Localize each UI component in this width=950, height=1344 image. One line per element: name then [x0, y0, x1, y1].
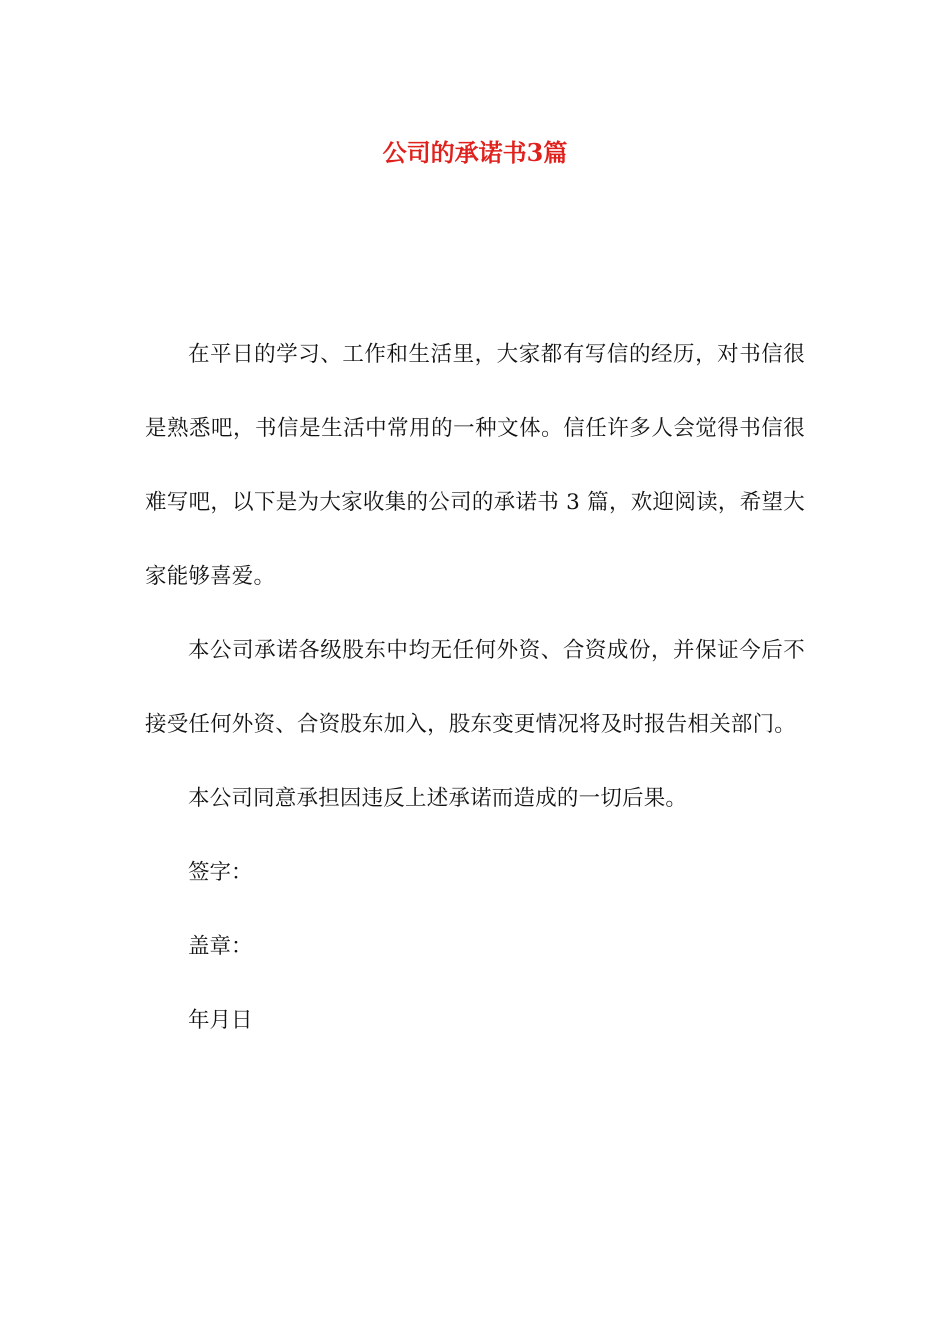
signature-label: 签字：	[188, 860, 253, 885]
date-label: 年月日	[188, 1008, 253, 1033]
commitment-paragraph: 本公司承诺各级股东中均无任何外资、合资成份，并保证今后不接受任何外资、合资股东加入，股东变更情况将及时报告相关部门。	[145, 638, 805, 737]
seal-label: 盖章：	[188, 934, 253, 959]
document-body	[145, 318, 805, 1058]
document-title: 公司的承诺书3篇	[382, 138, 568, 167]
liability-paragraph: 本公司同意承担因违反上述承诺而造成的一切后果。	[188, 786, 688, 811]
intro-paragraph: 在平日的学习、工作和生活里，大家都有写信的经历，对书信很是熟悉吧，书信是生活中常用的一种文体。信任许多人会觉得书信很难写吧，以下是为大家收集的公司的承诺书 3 篇，欢迎阅读，希望大家能够喜爱。	[145, 342, 805, 589]
